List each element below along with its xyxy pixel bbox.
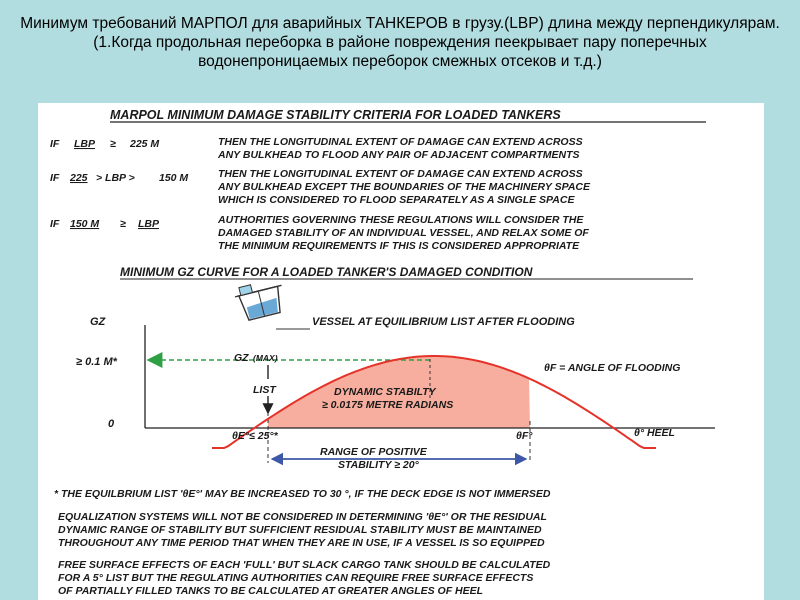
- criteria-row-3: [50, 214, 589, 252]
- criteria-line: WHICH IS CONSIDERED TO FLOOD SEPARATELY AS A SINGLE SPACE: [218, 194, 575, 206]
- cond-a: LBP: [74, 138, 95, 150]
- note-line: FREE SURFACE EFFECTS OF EACH 'FULL' BUT SLACK CARGO TANK SHOULD BE CALCULATED: [58, 559, 551, 571]
- criteria-line: THEN THE LONGITUDINAL EXTENT OF DAMAGE CAN EXTEND ACROSS: [218, 136, 583, 148]
- y-axis-label: GZ: [90, 316, 106, 328]
- criteria-line: THEN THE LONGITUDINAL EXTENT OF DAMAGE CAN EXTEND ACROSS: [218, 168, 583, 180]
- note-line: EQUALIZATION SYSTEMS WILL NOT BE CONSIDERED IN DETERMINING 'θE°' OR THE RESIDUAL: [58, 511, 547, 523]
- criteria-heading: MARPOL MINIMUM DAMAGE STABILITY CRITERIA FOR LOADED TANKERS: [110, 108, 561, 122]
- vessel-tank-icon: [233, 278, 288, 323]
- gz-chart: [76, 278, 715, 471]
- criteria-line: ANY BULKHEAD EXCEPT THE BOUNDARIES OF THE MACHINERY SPACE: [218, 181, 591, 193]
- list-label: LIST: [253, 384, 276, 396]
- cond-op: ≥: [110, 138, 116, 150]
- scanned-figure: [38, 103, 764, 600]
- note-line: OF PARTIALLY FILLED TANKS TO BE CALCULATED AT GREATER ANGLES OF HEEL: [58, 585, 484, 597]
- area-label: ≥ 0.0175 METRE RADIANS: [322, 399, 454, 411]
- cond-prefix: IF: [50, 172, 60, 184]
- range-label: STABILITY ≥ 20°: [338, 459, 419, 471]
- x-axis-label: θ° HEEL: [634, 427, 675, 439]
- theta-f-label: θF°: [516, 430, 533, 442]
- criteria-row-2: [50, 168, 591, 206]
- area-label: DYNAMIC STABILTY: [334, 386, 436, 398]
- note-line: DYNAMIC RANGE OF STABILITY BUT SUFFICIENT RESIDUAL STABILITY MUST BE MAINTAINED: [58, 524, 542, 536]
- theta-e-label: θE°≤ 25°*: [232, 430, 278, 442]
- criteria-row-1: [50, 136, 583, 161]
- figure-svg: [38, 103, 764, 600]
- criteria-line: ANY BULKHEAD TO FLOOD ANY PAIR OF ADJACENT COMPARTMENTS: [218, 149, 580, 161]
- cond-b: 150 M: [159, 172, 189, 184]
- gz-max-label: GZ: [234, 352, 249, 364]
- criteria-line: DAMAGED STABILITY OF AN INDIVIDUAL VESSEL, AND RELAX SOME OF: [218, 227, 589, 239]
- cond-b: LBP: [138, 218, 159, 230]
- range-label: RANGE OF POSITIVE: [320, 446, 427, 458]
- y-tick-label: 0: [108, 418, 115, 430]
- y-tick-label: ≥ 0.1 M*: [76, 356, 117, 368]
- criteria-line: AUTHORITIES GOVERNING THESE REGULATIONS WILL CONSIDER THE: [218, 214, 584, 226]
- cond-op: ≥: [120, 218, 126, 230]
- note-line: * THE EQUILBRIUM LIST 'θE°' MAY BE INCREASED TO 30 °, IF THE DECK EDGE IS NOT IMMERSED: [54, 488, 551, 500]
- cond-a: 225: [70, 172, 88, 184]
- note-line: THROUGHOUT ANY TIME PERIOD THAT WHEN THEY ARE IN USE, IF A VESSEL IS SO EQUIPPED: [58, 537, 545, 549]
- angle-of-flooding-label: θF = ANGLE OF FLOODING: [544, 362, 681, 374]
- cond-b: 225 M: [130, 138, 160, 150]
- vessel-label: VESSEL AT EQUILIBRIUM LIST AFTER FLOODING: [312, 316, 575, 328]
- cond-a: 150 M: [70, 218, 100, 230]
- slide-title: Минимум требований МАРПОЛ для аварийных ТАНКЕРОВ в грузу.(LBP) длина между перпендикулярам.(1.Когда продольная переборка в районе повреждения пеекрывает пару поперечных водонепроницаемых переборок смежных отсеков и т.д.): [20, 15, 780, 70]
- note-line: FOR A 5° LIST BUT THE REGULATING AUTHORITIES CAN REQUIRE FREE SURFACE EFFECTS: [58, 572, 534, 584]
- cond-prefix: IF: [50, 138, 60, 150]
- gz-max-sub-label: (MAX): [253, 353, 278, 363]
- cond-prefix: IF: [50, 218, 60, 230]
- cond-op: > LBP >: [96, 172, 135, 184]
- criteria-line: THE MINIMUM REQUIREMENTS IF THIS IS CONSIDERED APPROPRIATE: [218, 240, 580, 252]
- chart-title: MINIMUM GZ CURVE FOR A LOADED TANKER'S DAMAGED CONDITION: [120, 265, 533, 279]
